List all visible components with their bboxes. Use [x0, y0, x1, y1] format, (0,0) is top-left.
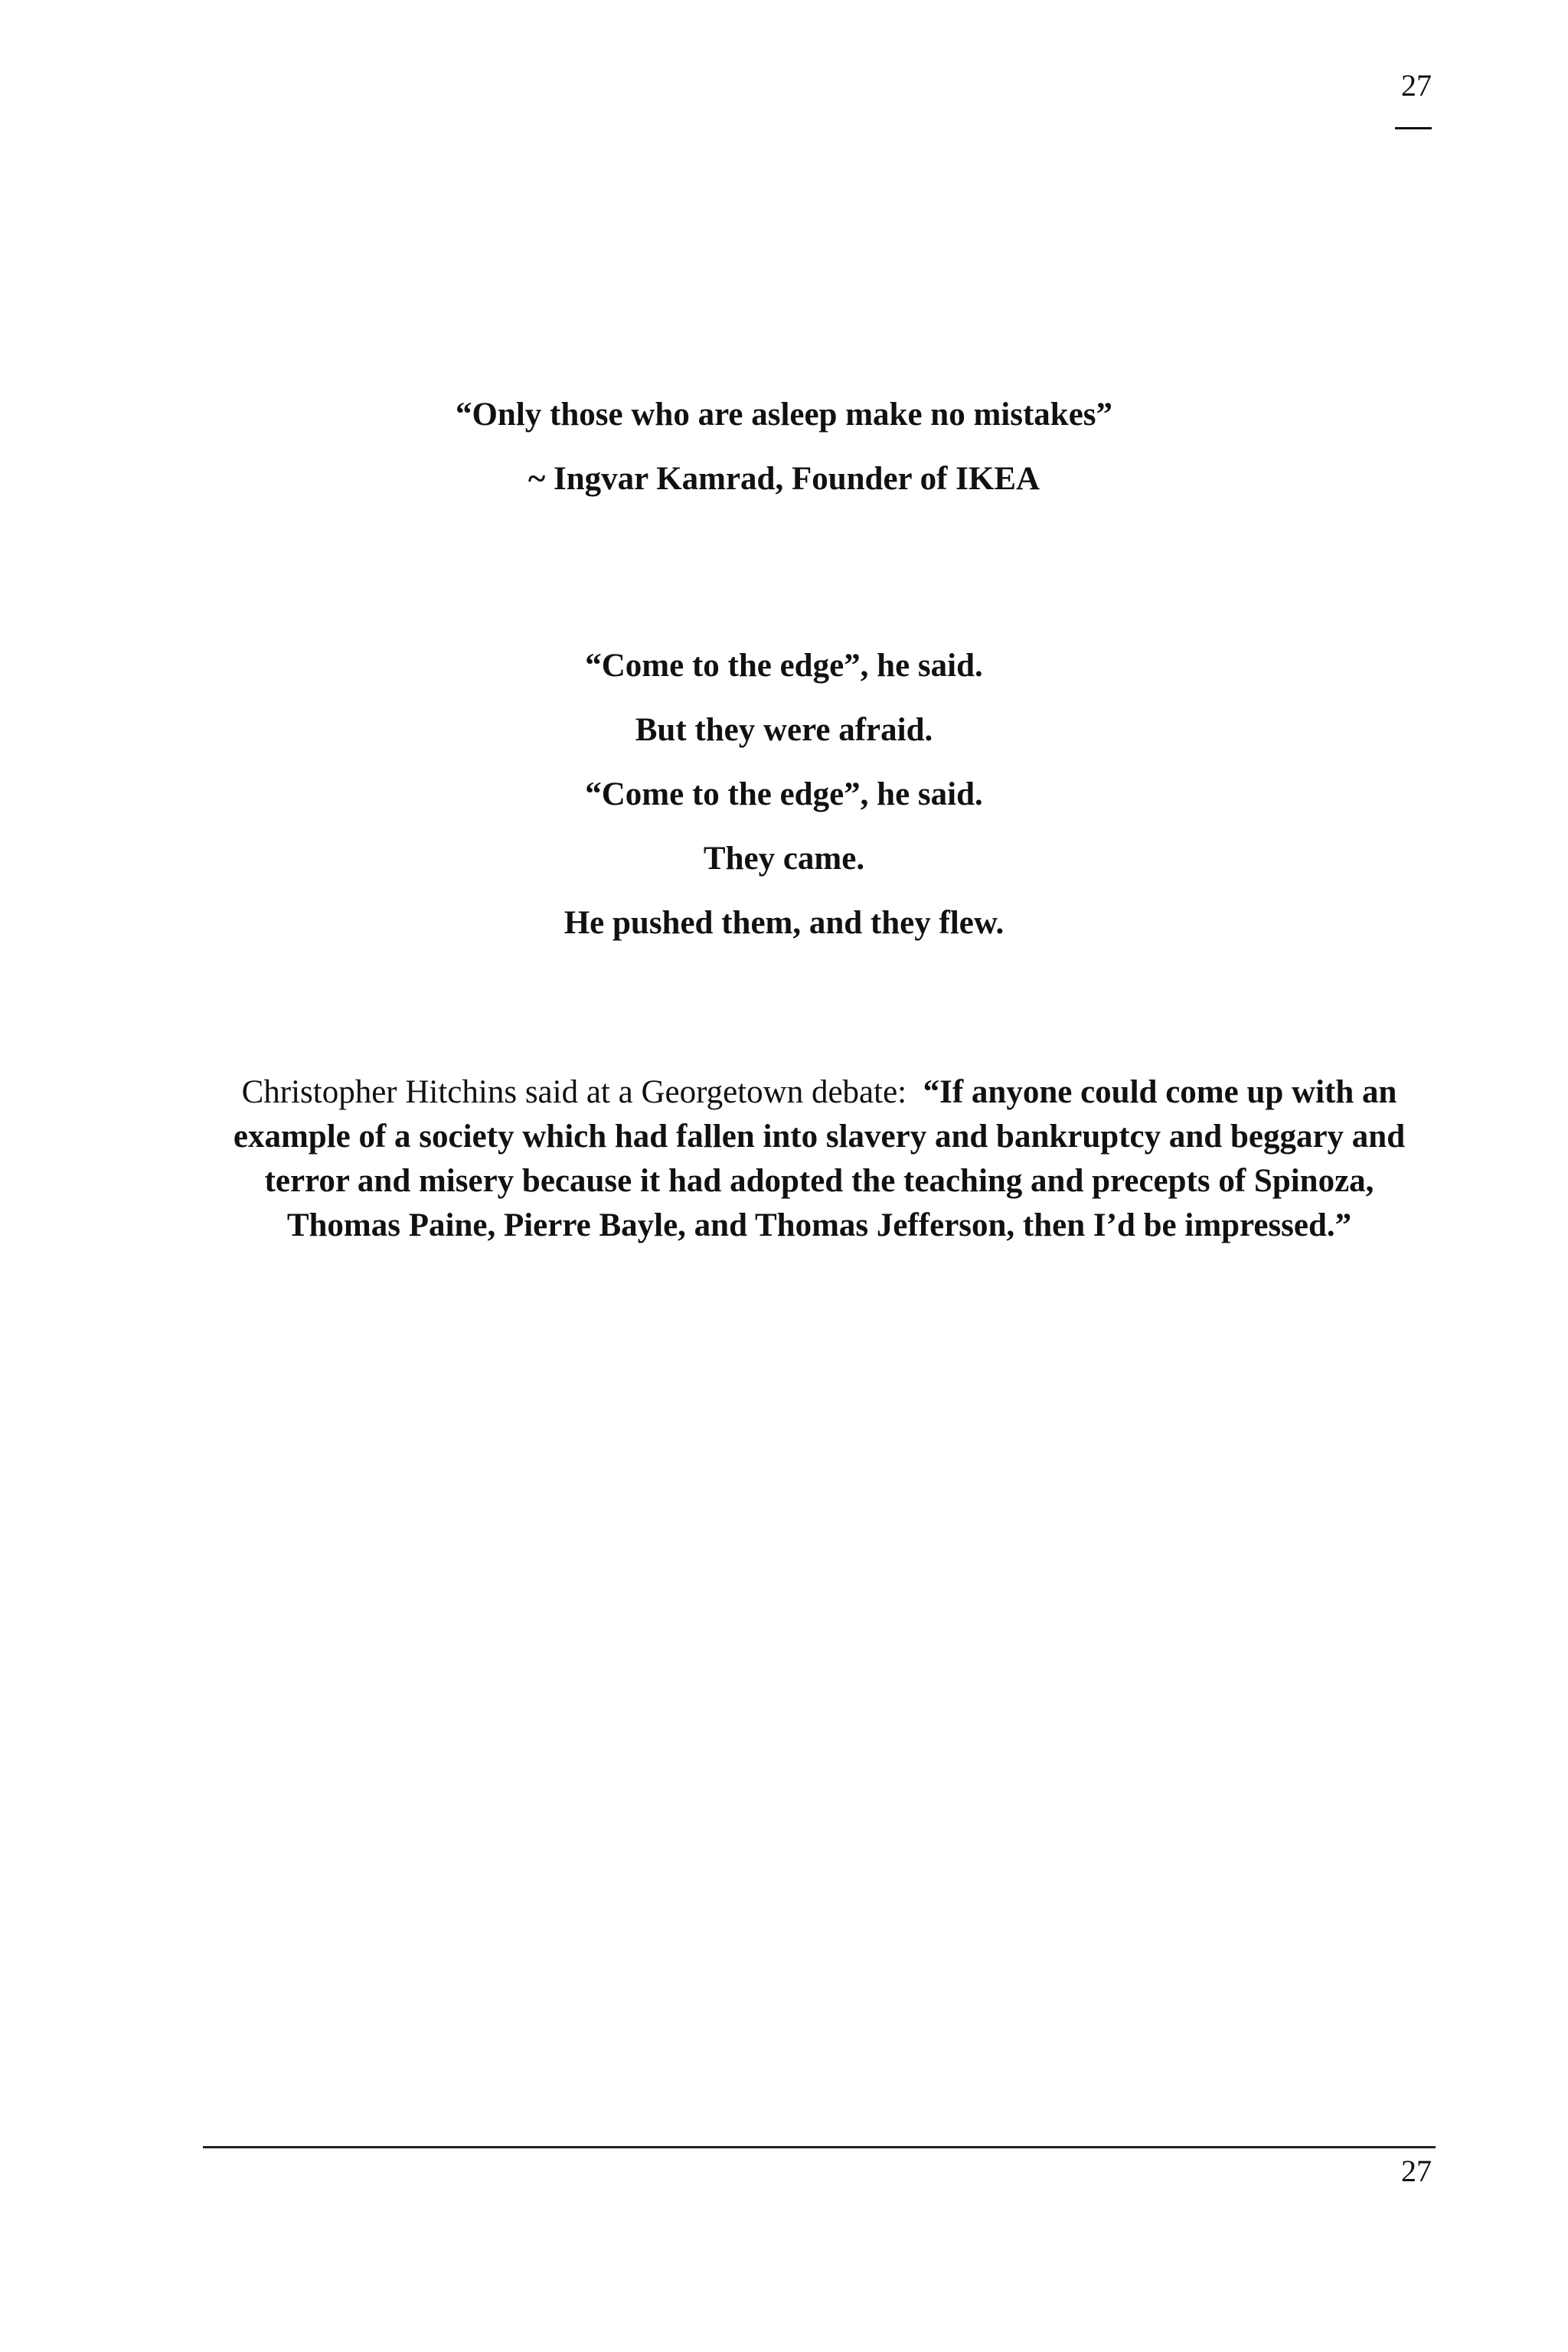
hitchins-paragraph [222, 1070, 1416, 1248]
ikea-quote-block [0, 383, 1568, 511]
page-number-top: 27 [1401, 68, 1432, 103]
top-rule [1395, 127, 1432, 129]
hitchins-lead: Christopher Hitchins said at a Georgetown debate: [241, 1074, 907, 1110]
page-number-bottom: 27 [1401, 2154, 1432, 2188]
hitchins-quote: “If anyone could come up with an example of a society which had fallen into slavery and bankruptcy and beggary and terror and misery because it had adopted the teaching and precepts of Spinoza, Thomas Paine, Pierre Bayle, and Thomas Jefferson, then I’d be impressed.” [233, 1074, 1406, 1243]
poem-line: “Come to the edge”, he said. [585, 776, 983, 812]
bottom-rule [203, 2146, 1436, 2148]
poem-line: But they were afraid. [635, 712, 933, 748]
poem-line: “Come to the edge”, he said. [585, 648, 983, 684]
poem-line: They came. [703, 841, 865, 877]
edge-poem [0, 634, 1568, 956]
ikea-quote: “Only those who are asleep make no mistakes” [455, 397, 1113, 433]
poem-line: He pushed them, and they flew. [564, 905, 1004, 941]
ikea-attribution: ~ Ingvar Kamrad, Founder of IKEA [528, 461, 1040, 497]
